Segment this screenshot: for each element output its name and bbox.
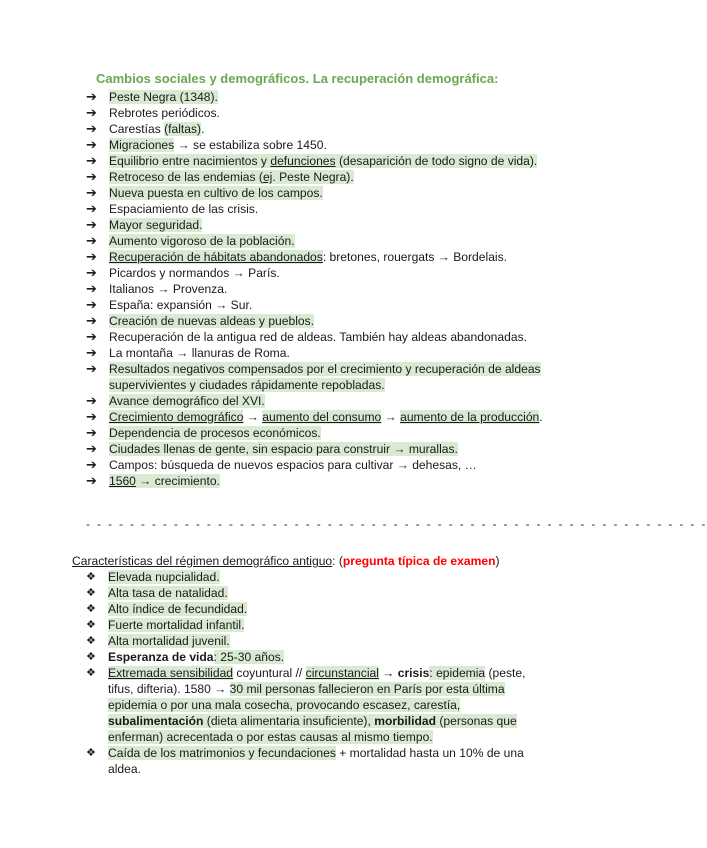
arrow-bullet-icon: ➔ [86,409,97,424]
list-item: ➔ Italianos → Provenza. [86,281,228,296]
characteristics-list [86,569,536,777]
arrow-bullet-icon: ➔ [86,361,97,376]
list-item: ➔ Resultados negativos compensados por el crecimiento y recuperación de aldeas supervivientes y ciudades rápidamente repobladas. [86,361,541,392]
diamond-bullet-icon: ❖ [86,603,96,615]
list-item: ➔ España: expansión → Sur. [86,297,253,312]
arrow-bullet-icon: ➔ [86,473,97,488]
list-item: ➔ Nueva puesta en cultivo de los campos. [86,185,323,200]
list-item: ❖ Extremada sensibilidad coyuntural // circunstancial → crisis: epidemia (peste, tifus, difteria). 1580 → 30 mil personas fallecieron en París por esta última epidemia o por una mala cosecha, provocando escasez, carestía, subalimentación (dieta alimentaria insuficiente), morbilidad (personas que enferman) acrecentada o por estas causas al mismo tiempo. [86,666,526,744]
arrow-bullet-icon: ➔ [86,169,97,184]
list-item: ➔ Picardos y normandos → París. [86,265,280,280]
list-item: ❖ Elevada nupcialidad. [86,570,220,584]
list-item: ➔ Rebrotes periódicos. [86,105,220,120]
list-item: ➔ Avance demográfico del XVI. [86,393,265,408]
list-item: ❖ Alta mortalidad juvenil. [86,634,230,648]
dashed-divider: - - - - - - - - - - - - - - - - - - - - - - - - - - - - - - - - - - - - - - - - - - - - - - - - - - - - - - - - - [86,517,707,531]
arrow-bullet-icon: ➔ [86,185,97,200]
section-heading: Características del régimen demográfico antiguo: (pregunta típica de examen) [72,554,500,568]
arrow-bullet-icon: ➔ [86,345,97,360]
list-item: ❖ Esperanza de vida: 25-30 años. [86,650,285,664]
arrow-bullet-icon: ➔ [86,89,97,104]
list-item: ➔ Recuperación de hábitats abandonados: bretones, rouergats → Bordelais. [86,249,508,264]
arrow-bullet-icon: ➔ [86,425,97,440]
arrow-bullet-icon: ➔ [86,265,97,280]
section-title: Cambios sociales y demográficos. La recuperación demográfica: [96,71,499,86]
diamond-bullet-icon: ❖ [86,635,96,647]
arrow-bullet-icon: ➔ [86,105,97,120]
list-item: ➔ Crecimiento demográfico → aumento del consumo → aumento de la producción. [86,409,543,424]
arrow-bullet-icon: ➔ [86,201,97,216]
list-item: ➔ Carestías (faltas). [86,121,205,136]
list-item: ➔ Migraciones → se estabiliza sobre 1450. [86,137,327,152]
arrow-bullet-icon: ➔ [86,441,97,456]
arrow-bullet-icon: ➔ [86,233,97,248]
arrow-bullet-icon: ➔ [86,297,97,312]
exam-note: pregunta típica de examen [342,554,496,568]
arrow-bullet-icon: ➔ [86,137,97,152]
list-item: ➔ Creación de nuevas aldeas y pueblos. [86,313,315,328]
diamond-bullet-icon: ❖ [86,651,96,663]
arrow-bullet-icon: ➔ [86,457,97,472]
list-item: ➔ La montaña → llanuras de Roma. [86,345,290,360]
list-item: ❖ Fuerte mortalidad infantil. [86,618,245,632]
arrow-bullet-icon: ➔ [86,217,97,232]
arrow-bullet-icon: ➔ [86,281,97,296]
list-item: ➔ Recuperación de la antigua red de aldeas. También hay aldeas abandonadas. [86,329,527,344]
list-item: ➔ Dependencia de procesos económicos. [86,425,321,440]
arrow-bullet-icon: ➔ [86,329,97,344]
diamond-bullet-icon: ❖ [86,587,96,599]
list-item: ➔ Retroceso de las endemias (ej. Peste Negra). [86,169,354,184]
arrow-bullet-icon: ➔ [86,393,97,408]
arrow-bullet-icon: ➔ [86,121,97,136]
list-item: ❖ Alta tasa de natalidad. [86,586,228,600]
arrow-bullet-icon: ➔ [86,249,97,264]
list-item: ➔ Espaciamiento de las crisis. [86,201,259,216]
diamond-bullet-icon: ❖ [86,571,96,583]
list-item: ➔ Ciudades llenas de gente, sin espacio para construir → murallas. [86,441,458,456]
arrow-bullet-icon: ➔ [86,153,97,168]
list-item: ➔ Peste Negra (1348). [86,89,218,104]
arrow-bullet-icon: ➔ [86,313,97,328]
recovery-list [86,89,546,489]
list-item: ➔ Campos: búsqueda de nuevos espacios para cultivar → dehesas, … [86,457,477,472]
list-item: ❖ Caída de los matrimonios y fecundaciones + mortalidad hasta un 10% de una aldea. [86,746,524,776]
list-item: ➔ Mayor seguridad. [86,217,203,232]
diamond-bullet-icon: ❖ [86,619,96,631]
section-heading-text: Características del régimen demográfico antiguo [72,554,333,568]
diamond-bullet-icon: ❖ [86,747,96,759]
list-item: ➔ Equilibrio entre nacimientos y defunciones (desaparición de todo signo de vida). [86,153,538,168]
list-item: ➔ 1560 → crecimiento. [86,473,220,488]
list-item: ➔ Aumento vigoroso de la población. [86,233,295,248]
diamond-bullet-icon: ❖ [86,667,96,679]
list-item: ❖ Alto índice de fecundidad. [86,602,248,616]
